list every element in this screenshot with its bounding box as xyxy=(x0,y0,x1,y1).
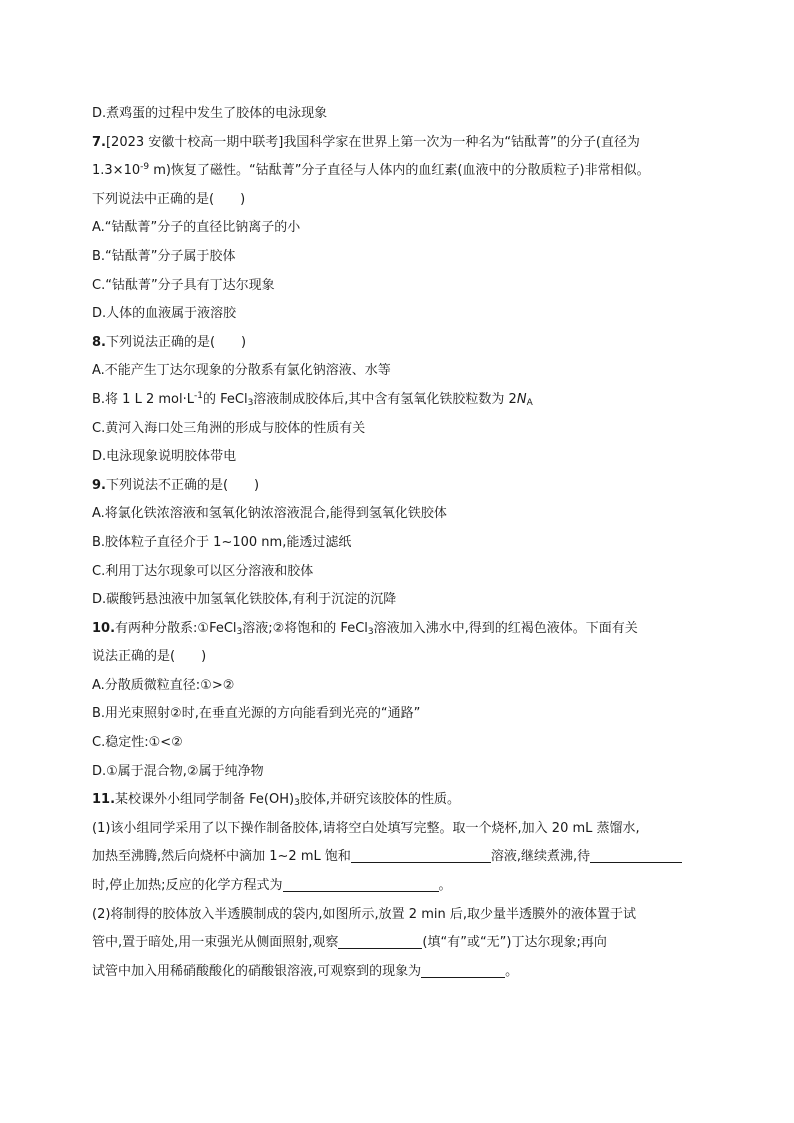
q10-number: 10. xyxy=(92,620,116,636)
q7-option-b: B.“钴酞菁”分子属于胶体 xyxy=(92,248,236,264)
q11-p1b-text2: 溶液,继续煮沸,待 xyxy=(490,849,591,865)
q10-text3: 溶液加入沸水中,得到的红褐色液体。下面有关 xyxy=(373,620,638,636)
q9-text: 下列说法不正确的是( ) xyxy=(105,477,260,493)
q11-part2-line3 xyxy=(92,958,712,987)
q11-part1-line2 xyxy=(92,843,712,872)
q8-b-sub: 3 xyxy=(247,397,254,408)
q7-text-a: [2023 安徽十校高一期中联考]我国科学家在世界上第一次为一种名为“钴酞菁”的分子(直径为 xyxy=(105,134,640,150)
q9-option-b: B.胶体粒子直径介于 1~100 nm,能透过滤纸 xyxy=(92,534,352,550)
q7-option-a: A.“钴酞菁”分子的直径比钠离子的小 xyxy=(92,220,301,236)
avogadro-symbol: N xyxy=(516,391,527,407)
q11-number: 11. xyxy=(92,792,116,808)
q10-option-c: C.稳定性:①<② xyxy=(92,735,183,751)
q11-p2b-text1: 管中,置于暗处,用一束强光从侧面照射,观察 xyxy=(92,935,339,951)
q9-number: 9. xyxy=(92,477,106,493)
q11-text2: 胶体,并研究该胶体的性质。 xyxy=(299,792,460,808)
q7-stem-line1 xyxy=(92,129,712,158)
q8-option-c: C.黄河入海口处三角洲的形成与胶体的性质有关 xyxy=(92,420,366,436)
q7-text-b1: 1.3×10 xyxy=(92,163,141,179)
q8-b-sup: -1 xyxy=(193,390,203,401)
q10-stem-line2: 说法正确的是( ) xyxy=(92,649,207,665)
q10-stem-line1 xyxy=(92,615,712,644)
q11-p2c-text1: 试管中加入用稀硝酸酸化的硝酸银溶液,可观察到的现象为 xyxy=(92,963,422,979)
q11-stem xyxy=(92,786,712,815)
answer-blank-4[interactable] xyxy=(338,933,422,949)
q8-option-b xyxy=(92,386,712,415)
q7-option-d: D.人体的血液属于液溶胶 xyxy=(92,306,237,322)
q8-b-text1: B.将 1 L 2 mol·L xyxy=(92,391,194,407)
q7-text-b2: m)恢复了磁性。“钴酞菁”分子直径与人体内的血红素(血液中的分散质粒子)非常相似。 xyxy=(149,163,650,179)
q11-p1b-text1: 加热至沸腾,然后向烧杯中滴加 1~2 mL 饱和 xyxy=(92,849,351,865)
q9-option-c: C.利用丁达尔现象可以区分溶液和胶体 xyxy=(92,563,314,579)
document-page xyxy=(92,100,712,986)
q8-b-text2: 的 FeCl xyxy=(202,391,248,407)
q11-p2b-text2: (填“有”或“无”)丁达尔现象;再向 xyxy=(422,935,607,951)
q9-stem xyxy=(92,472,712,501)
answer-blank-2[interactable] xyxy=(590,847,682,863)
q8-text: 下列说法正确的是( ) xyxy=(105,334,247,350)
q10-sub2: 3 xyxy=(367,626,374,637)
q10-option-d: D.①属于混合物,②属于纯净物 xyxy=(92,763,264,779)
q8-option-d: D.电泳现象说明胶体带电 xyxy=(92,449,237,465)
q7-exponent: -9 xyxy=(140,162,150,173)
q7-stem-line3: 下列说法中正确的是( ) xyxy=(92,191,246,207)
answer-blank-5[interactable] xyxy=(421,962,505,978)
q10-sub1: 3 xyxy=(236,626,243,637)
q7-number: 7. xyxy=(92,134,106,150)
q11-part2-line2 xyxy=(92,929,712,958)
q11-p2c-text2: 。 xyxy=(505,963,519,979)
q11-p1c-text1: 时,停止加热;反应的化学方程式为 xyxy=(92,878,283,894)
q9-option-a: A.将氯化铁浓溶液和氢氧化钠浓溶液混合,能得到氢氧化铁胶体 xyxy=(92,506,447,522)
q11-part1-line1: (1)该小组同学采用了以下操作制备胶体,请将空白处填写完整。取一个烧杯,加入 20 mL 蒸馏水, xyxy=(92,820,640,836)
q8-number: 8. xyxy=(92,334,106,350)
q11-p1c-text2: 。 xyxy=(438,878,452,894)
q8-stem xyxy=(92,329,712,358)
answer-blank-3[interactable] xyxy=(283,876,439,892)
q11-part2-line1: (2)将制得的胶体放入半透膜制成的袋内,如图所示,放置 2 min 后,取少量半透膜外的液体置于试 xyxy=(92,906,636,922)
answer-blank-1[interactable] xyxy=(351,847,491,863)
q11-sub: 3 xyxy=(294,798,300,809)
q10-text1: 有两种分散系:①FeCl xyxy=(115,620,237,636)
q9-option-d: D.碳酸钙悬浊液中加氢氧化铁胶体,有利于沉淀的沉降 xyxy=(92,592,397,608)
q10-option-b: B.用光束照射②时,在垂直光源的方向能看到光亮的“通路” xyxy=(92,706,421,722)
avogadro-sub: A xyxy=(526,397,533,408)
q7-option-c: C.“钴酞菁”分子具有丁达尔现象 xyxy=(92,277,275,293)
q11-part1-line3 xyxy=(92,872,712,901)
q6-option-d: D.煮鸡蛋的过程中发生了胶体的电泳现象 xyxy=(92,106,328,121)
q10-option-a: A.分散质微粒直径:①>② xyxy=(92,677,235,693)
q8-option-a: A.不能产生丁达尔现象的分散系有氯化钠溶液、水等 xyxy=(92,363,391,379)
q11-text1: 某校课外小组同学制备 Fe(OH) xyxy=(115,792,295,808)
q8-b-text3: 溶液制成胶体后,其中含有氢氧化铁胶粒数为 2 xyxy=(253,391,517,407)
q7-stem-line2 xyxy=(92,157,712,186)
q10-text2: 溶液;②将饱和的 FeCl xyxy=(242,620,368,636)
